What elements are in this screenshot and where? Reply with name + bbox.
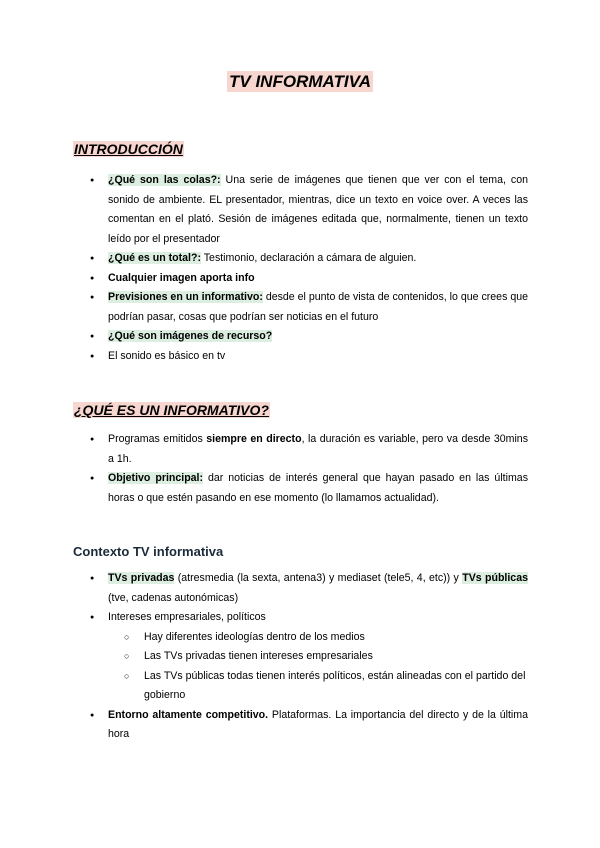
sub-list-item: ○ Las TVs públicas todas tienen interés políticos, están alineadas con el partido del gobierno xyxy=(124,667,528,706)
sub-list-item: ○ Las TVs privadas tienen intereses empresariales xyxy=(124,647,528,667)
list-item: ● Objetivo principal: dar noticias de interés general que hayan pasado en las últimas horas o que estén pasando en ese momento (lo llamamos actualidad). xyxy=(88,469,528,508)
list-item: ● ¿Qué son imágenes de recurso? xyxy=(88,327,528,347)
list-item: ● Previsiones en un informativo: desde el punto de vista de contenidos, lo que crees que podrían pasar, cosas que podrían ser noticias en el futuro xyxy=(88,288,528,327)
list-item: ● Entorno altamente competitivo. Plataformas. La importancia del directo y de la última hora xyxy=(88,706,528,745)
list-item: ● ¿Qué es un total?: Testimonio, declaración a cámara de alguien. xyxy=(88,249,528,269)
list-item: ● TVs privadas (atresmedia (la sexta, antena3) y mediaset (tele5, 4, etc)) y TVs públicas (tve, cadenas autonómicas) xyxy=(88,569,528,608)
list-item: ● Intereses empresariales, políticos xyxy=(88,608,528,628)
heading-introduccion: INTRODUCCIÓN xyxy=(74,141,183,157)
intro-list xyxy=(88,171,528,366)
list-item: ● Cualquier imagen aporta info xyxy=(88,269,528,289)
contexto-list xyxy=(88,569,528,745)
list-item: ● El sonido es básico en tv xyxy=(88,347,528,367)
heading-contexto: Contexto TV informativa xyxy=(73,544,224,559)
list-item: ● Programas emitidos siempre en directo, la duración es variable, pero va desde 30mins a 1h. xyxy=(88,430,528,469)
sub-list-item: ○ Hay diferentes ideologías dentro de los medios xyxy=(124,628,528,648)
heading-que-es-informativo: ¿QUÉ ES UN INFORMATIVO? xyxy=(74,402,269,418)
informativo-list xyxy=(88,430,528,508)
list-item: ● ¿Qué son las colas?: Una serie de imágenes que tienen que ver con el tema, con sonido de ambiente. EL presentador, mientras, dice un texto en voice over. A veces las comentan en el plató. Sesión de imágenes editada que, normalmente, tienen un texto leído por el presentador xyxy=(88,171,528,249)
page-title: TV INFORMATIVA xyxy=(229,72,371,91)
